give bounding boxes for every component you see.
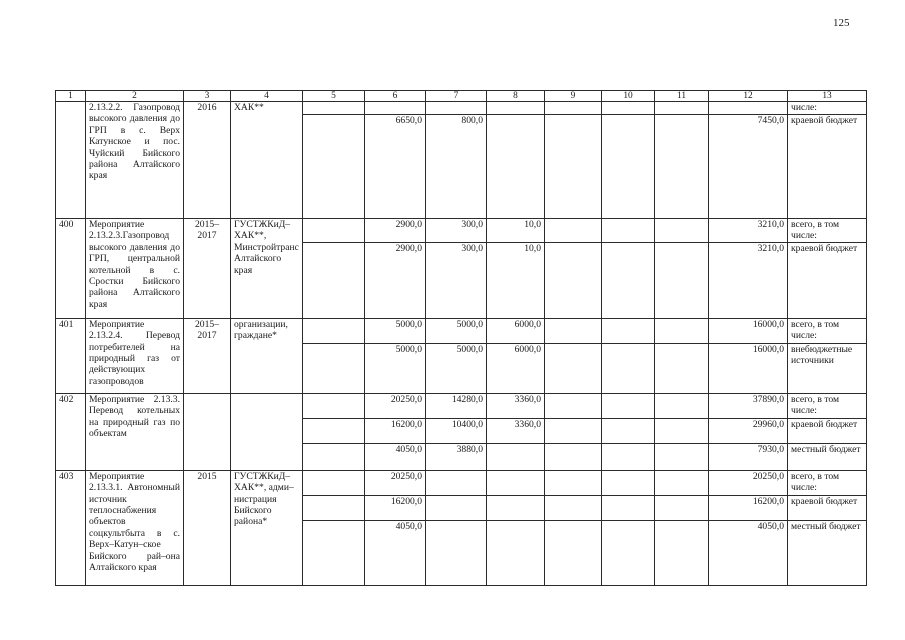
period-cell	[184, 393, 231, 470]
period-cell: 2015	[184, 470, 231, 585]
amount-cell-10	[602, 443, 655, 470]
funding-source-cell: краевой бюджет	[788, 418, 867, 443]
amount-cell-10	[602, 102, 655, 115]
amount-cell-12: 20250,0	[709, 470, 788, 495]
amount-cell-9	[545, 495, 602, 520]
amount-cell-12: 4050,0	[709, 520, 788, 585]
column-number-header-row	[56, 91, 867, 102]
amount-cell-6: 4050,0	[365, 443, 426, 470]
amount-cell-7: 10400,0	[426, 418, 487, 443]
column-header: 12	[709, 91, 788, 102]
amount-cell-5	[303, 443, 365, 470]
amount-cell-9	[545, 418, 602, 443]
row-number-cell	[56, 102, 86, 219]
amount-cell-8: 6000,0	[487, 343, 545, 393]
amount-cell-12: 16000,0	[709, 343, 788, 393]
funding-source-cell: всего, в том числе:	[788, 318, 867, 343]
amount-cell-11	[655, 443, 709, 470]
amount-cell-10	[602, 219, 655, 243]
amount-cell-7: 3880,0	[426, 443, 487, 470]
column-header: 1	[56, 91, 86, 102]
amount-cell-12: 3210,0	[709, 219, 788, 243]
table-row	[56, 393, 867, 418]
amount-cell-10	[602, 343, 655, 393]
event-description-cell: Мероприятие 2.13.3. Перевод котельных на природный газ по объектам	[86, 393, 184, 470]
amount-cell-10	[602, 115, 655, 219]
row-number-cell: 400	[56, 219, 86, 319]
row-number-cell: 401	[56, 318, 86, 393]
period-cell: 2015– 2017	[184, 219, 231, 319]
column-header: 5	[303, 91, 365, 102]
amount-cell-7: 300,0	[426, 242, 487, 318]
funding-source-cell: всего, в том числе:	[788, 393, 867, 418]
amount-cell-8	[487, 520, 545, 585]
amount-cell-7	[426, 495, 487, 520]
amount-cell-6: 4050,0	[365, 520, 426, 585]
amount-cell-6: 5000,0	[365, 343, 426, 393]
funding-source-cell: краевой бюджет	[788, 115, 867, 219]
funding-source-cell: краевой бюджет	[788, 242, 867, 318]
amount-cell-9	[545, 115, 602, 219]
amount-cell-12: 37890,0	[709, 393, 788, 418]
funding-source-cell: внебюджетные источники	[788, 343, 867, 393]
executor-cell	[231, 393, 303, 470]
amount-cell-7: 14280,0	[426, 393, 487, 418]
amount-cell-8	[487, 495, 545, 520]
column-header: 7	[426, 91, 487, 102]
amount-cell-9	[545, 219, 602, 243]
event-description-cell: Мероприятие 2.13.2.3.Газопровод высокого давления до ГРП, центральной котельной в с. Сростки Бийского района Алтайского края	[86, 219, 184, 319]
column-header: 10	[602, 91, 655, 102]
amount-cell-9	[545, 520, 602, 585]
amount-cell-11	[655, 219, 709, 243]
amount-cell-8	[487, 115, 545, 219]
amount-cell-7	[426, 470, 487, 495]
column-header: 4	[231, 91, 303, 102]
amount-cell-8: 3360,0	[487, 393, 545, 418]
amount-cell-11	[655, 343, 709, 393]
amount-cell-5	[303, 318, 365, 343]
amount-cell-10	[602, 242, 655, 318]
amount-cell-11	[655, 470, 709, 495]
column-header: 6	[365, 91, 426, 102]
amount-cell-12: 29960,0	[709, 418, 788, 443]
amount-cell-8: 6000,0	[487, 318, 545, 343]
amount-cell-5	[303, 495, 365, 520]
amount-cell-8: 10,0	[487, 219, 545, 243]
amount-cell-5	[303, 520, 365, 585]
amount-cell-5	[303, 115, 365, 219]
funding-source-cell: местный бюджет	[788, 520, 867, 585]
period-cell: 2016	[184, 102, 231, 219]
period-cell: 2015– 2017	[184, 318, 231, 393]
amount-cell-6	[365, 102, 426, 115]
amount-cell-7: 5000,0	[426, 343, 487, 393]
column-header: 8	[487, 91, 545, 102]
amount-cell-10	[602, 470, 655, 495]
amount-cell-6: 16200,0	[365, 418, 426, 443]
funding-source-cell: местный бюджет	[788, 443, 867, 470]
amount-cell-8	[487, 443, 545, 470]
amount-cell-7	[426, 520, 487, 585]
amount-cell-8: 3360,0	[487, 418, 545, 443]
amount-cell-11	[655, 115, 709, 219]
amount-cell-6: 2900,0	[365, 219, 426, 243]
amount-cell-11	[655, 418, 709, 443]
amount-cell-5	[303, 393, 365, 418]
column-header: 9	[545, 91, 602, 102]
amount-cell-9	[545, 102, 602, 115]
amount-cell-5	[303, 242, 365, 318]
amount-cell-5	[303, 343, 365, 393]
amount-cell-6: 2900,0	[365, 242, 426, 318]
amount-cell-9	[545, 242, 602, 318]
amount-cell-10	[602, 418, 655, 443]
amount-cell-11	[655, 102, 709, 115]
amount-cell-7: 5000,0	[426, 318, 487, 343]
column-header: 11	[655, 91, 709, 102]
column-header: 13	[788, 91, 867, 102]
amount-cell-11	[655, 495, 709, 520]
amount-cell-7: 300,0	[426, 219, 487, 243]
table-row	[56, 219, 867, 243]
executor-cell: ГУСТЖКиД– ХАК**, адми– нистрация Бийского района*	[231, 470, 303, 585]
funding-source-cell: краевой бюджет	[788, 495, 867, 520]
amount-cell-12: 7450,0	[709, 115, 788, 219]
amount-cell-11	[655, 393, 709, 418]
event-description-cell: Мероприятие 2.13.3.1. Автономный источник теплоснабжения объектов соцкультбыта в с. Верх–Катун–ское Бийского рай–она Алтайского края	[86, 470, 184, 585]
amount-cell-6: 20250,0	[365, 393, 426, 418]
amount-cell-12	[709, 102, 788, 115]
amount-cell-9	[545, 470, 602, 495]
amount-cell-11	[655, 318, 709, 343]
amount-cell-9	[545, 443, 602, 470]
amount-cell-9	[545, 318, 602, 343]
program-measures-table	[55, 90, 867, 586]
amount-cell-7: 800,0	[426, 115, 487, 219]
amount-cell-10	[602, 495, 655, 520]
amount-cell-12: 16000,0	[709, 318, 788, 343]
executor-cell: организации, граждане*	[231, 318, 303, 393]
amount-cell-11	[655, 242, 709, 318]
amount-cell-12: 3210,0	[709, 242, 788, 318]
column-header: 3	[184, 91, 231, 102]
amount-cell-10	[602, 393, 655, 418]
amount-cell-9	[545, 393, 602, 418]
amount-cell-6: 5000,0	[365, 318, 426, 343]
table-row	[56, 318, 867, 343]
amount-cell-8: 10,0	[487, 242, 545, 318]
amount-cell-8	[487, 470, 545, 495]
amount-cell-12: 16200,0	[709, 495, 788, 520]
amount-cell-10	[602, 520, 655, 585]
amount-cell-6: 16200,0	[365, 495, 426, 520]
executor-cell: ГУСТЖКиД– ХАК**, Минстройтранс Алтайского края	[231, 219, 303, 319]
event-description-cell: Мероприятие 2.13.2.4. Перевод потребителей на природный газ от действующих газопроводов	[86, 318, 184, 393]
amount-cell-9	[545, 343, 602, 393]
amount-cell-12: 7930,0	[709, 443, 788, 470]
amount-cell-6: 20250,0	[365, 470, 426, 495]
column-header: 2	[86, 91, 184, 102]
row-number-cell: 402	[56, 393, 86, 470]
row-number-cell: 403	[56, 470, 86, 585]
executor-cell: ХАК**	[231, 102, 303, 219]
table-row	[56, 102, 867, 115]
amount-cell-6: 6650,0	[365, 115, 426, 219]
amount-cell-5	[303, 219, 365, 243]
page-number: 125	[833, 17, 850, 29]
amount-cell-8	[487, 102, 545, 115]
table-row	[56, 470, 867, 495]
amount-cell-11	[655, 520, 709, 585]
amount-cell-5	[303, 102, 365, 115]
funding-source-cell: всего, в том числе:	[788, 470, 867, 495]
amount-cell-5	[303, 470, 365, 495]
funding-source-cell: всего, в том числе:	[788, 219, 867, 243]
amount-cell-7	[426, 102, 487, 115]
funding-source-cell: числе:	[788, 102, 867, 115]
amount-cell-5	[303, 418, 365, 443]
event-description-cell: 2.13.2.2. Газопровод высокого давления до ГРП в с. Верх Катунское и пос. Чуйский Бийского района Алтайского края	[86, 102, 184, 219]
amount-cell-10	[602, 318, 655, 343]
